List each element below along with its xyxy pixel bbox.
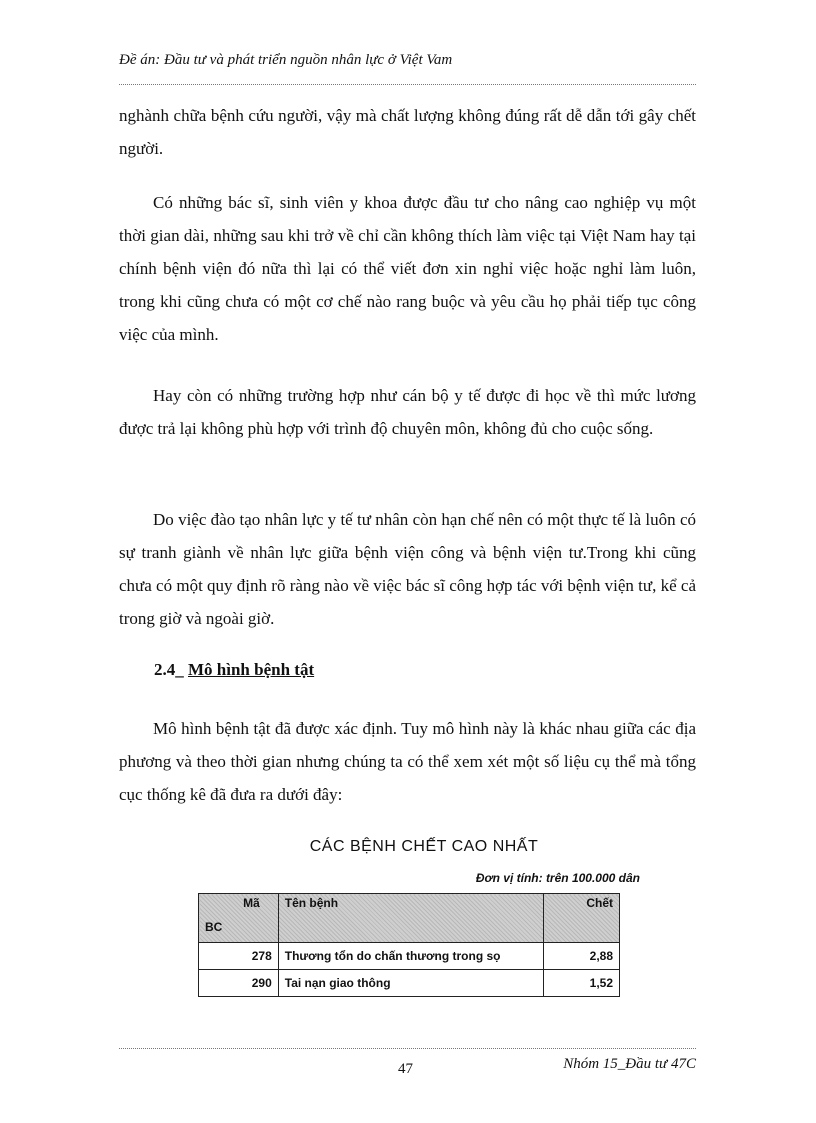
row-code: 278 — [199, 943, 279, 970]
section-number: 2.4_ — [154, 660, 184, 679]
header-divider — [119, 84, 696, 85]
table-row — [199, 970, 620, 997]
section-title: Mô hình bệnh tật — [188, 660, 315, 679]
section-heading — [154, 660, 314, 680]
header-code-bottom: BC — [205, 920, 223, 934]
header-code-top: Mã — [243, 896, 260, 910]
paragraph-3 — [119, 379, 696, 445]
footer-group: Nhóm 15_Đầu tư 47C — [563, 1056, 696, 1072]
page-number: 47 — [398, 1061, 413, 1077]
paragraph-4 — [119, 503, 696, 635]
row-name: Tai nạn giao thông — [278, 970, 544, 997]
header-code — [199, 894, 279, 943]
footer-divider — [119, 1048, 696, 1049]
header-name: Tên bệnh — [278, 894, 544, 943]
table-row — [199, 943, 620, 970]
row-code: 290 — [199, 970, 279, 997]
header-value: Chết — [544, 894, 620, 943]
row-value: 2,88 — [544, 943, 620, 970]
table-title: CÁC BỆNH CHẾT CAO NHẤT — [309, 838, 539, 855]
paragraph-1 — [119, 99, 696, 165]
paragraph-2-text: Có những bác sĩ, sinh viên y khoa được đầu tư cho nâng cao nghiệp vụ một thời gian dài, những sau khi trở về chỉ cần không thích làm việc tại Việt Nam hay tại chính bệnh viện đó nữa thì lại có thể viết đơn xin nghỉ việc hoặc nghỉ làm luôn, trong khi cũng chưa có một cơ chế nào rang buộc và yêu cầu họ phải tiếp tục công việc của mình. — [119, 193, 696, 344]
paragraph-1-text: nghành chữa bệnh cứu người, vậy mà chất lượng không đúng rất dễ dẫn tới gây chết người. — [119, 106, 696, 158]
document-header: Đề án: Đầu tư và phát triển nguồn nhân lực ở Việt Vam — [119, 52, 453, 68]
table-unit: Đơn vị tính: trên 100.000 dân — [475, 871, 640, 885]
disease-table — [198, 893, 620, 997]
row-name: Thương tổn do chấn thương trong sọ — [278, 943, 544, 970]
paragraph-3-text: Hay còn có những trường hợp như cán bộ y tế được đi học về thì mức lương được trả lại không phù hợp với trình độ chuyên môn, không đủ cho cuộc sống. — [119, 386, 696, 438]
paragraph-2 — [119, 186, 696, 351]
table-header-row — [199, 894, 620, 943]
section-paragraph-text: Mô hình bệnh tật đã được xác định. Tuy mô hình này là khác nhau giữa các địa phương và theo thời gian nhưng chúng ta có thể xem xét một số liệu cụ thể mà tổng cục thống kê đã đưa ra dưới đây: — [119, 719, 696, 804]
row-value: 1,52 — [544, 970, 620, 997]
paragraph-4-text: Do việc đào tạo nhân lực y tế tư nhân còn hạn chế nên có một thực tế là luôn có sự tranh giành về nhân lực giữa bệnh viện công và bệnh viện tư.Trong khi cũng chưa có một quy định rõ ràng nào về việc bác sĩ công hợp tác với bệnh viện tư, kể cả trong giờ và ngoài giờ. — [119, 510, 696, 628]
section-paragraph — [119, 712, 696, 811]
